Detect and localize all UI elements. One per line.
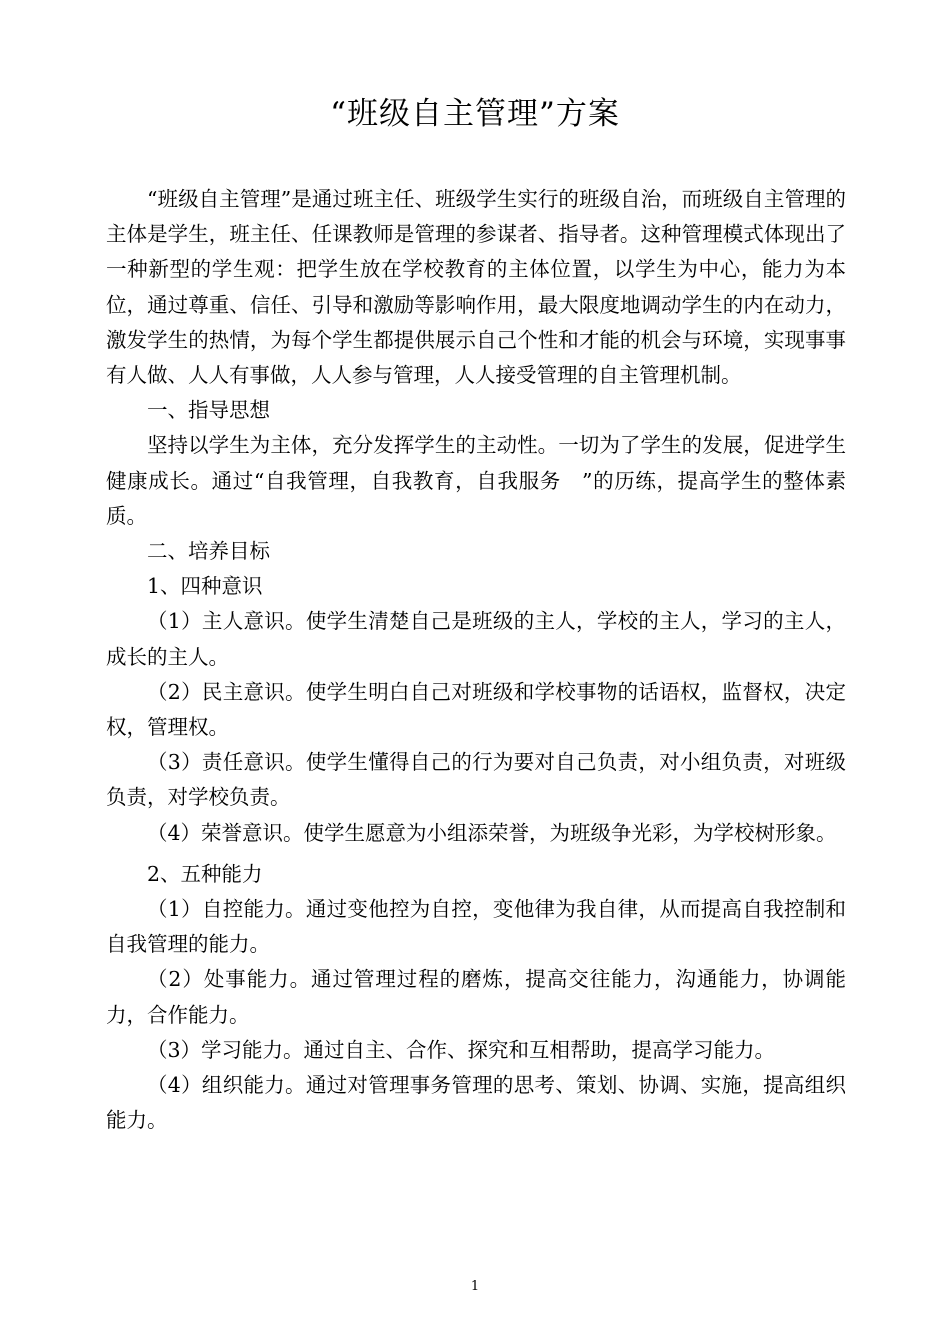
- document-body: [106, 182, 846, 1138]
- page-number: 1: [470, 1279, 480, 1294]
- awareness-item-democracy: （2）民主意识。使学生明白自己对班级和学校事物的话语权，监督权，决定权，管理权。: [106, 679, 846, 740]
- ability-item-handling-affairs: （2）处事能力。通过管理过程的磨炼，提高交往能力，沟通能力，协调能力，合作能力。: [106, 967, 846, 1027]
- intro-paragraph: “班级自主管理”是通过班主任、班级学生实行的班级自治，而班级自主管理的主体是学生，班主任、任课教师是管理的参谋者、指导者。这种管理模式体现出了一种新型的学生观：把学生放在学校教育的主体位置，以学生为中心，能力为本位，通过尊重、信任、引导和激励等影响作用，最大限度地调动学生的内在动力，激发学生的热情，为每个学生都提供展示自己个性和才能的机会与环境，实现事事有人做、人人有事做，人人参与管理，人人接受管理的自主管理机制。: [106, 187, 846, 388]
- subsection-heading-five-abilities: 2、五种能力: [147, 861, 263, 886]
- ability-item-learning: （3）学习能力。通过自主、合作、探究和互相帮助，提高学习能力。: [147, 1037, 776, 1062]
- awareness-item-honor: （4）荣誉意识。使学生愿意为小组添荣誉，为班级争光彩，为学校树形象。: [147, 820, 837, 845]
- section-heading-training-goals: 二、培养目标: [147, 539, 270, 564]
- ability-item-organizing: （4）组织能力。通过对管理事务管理的思考、策划、协调、实施，提高组织能力。: [106, 1073, 846, 1133]
- awareness-item-responsibility: （3）责任意识。使学生懂得自己的行为要对自己负责，对小组负责，对班级负责，对学校负责。: [106, 750, 846, 810]
- document-title: “班级自主管理”方案: [330, 96, 620, 132]
- awareness-item-owner: （1）主人意识。使学生清楚自己是班级的主人，学校的主人，学习的主人，成长的主人。: [106, 609, 846, 669]
- guiding-ideology-paragraph: 坚持以学生为主体，充分发挥学生的主动性。一切为了学生的发展，促进学生健康成长。通过“自我管理，自我教育，自我服务 ”的历练，提高学生的整体素质。: [106, 433, 846, 528]
- subsection-heading-four-awareness: 1、四种意识: [147, 574, 263, 599]
- ability-item-self-control: （1）自控能力。通过变他控为自控，变他律为我自律，从而提高自我控制和自我管理的能力。: [106, 897, 846, 957]
- section-heading-guiding-ideology: 一、指导思想: [147, 398, 270, 423]
